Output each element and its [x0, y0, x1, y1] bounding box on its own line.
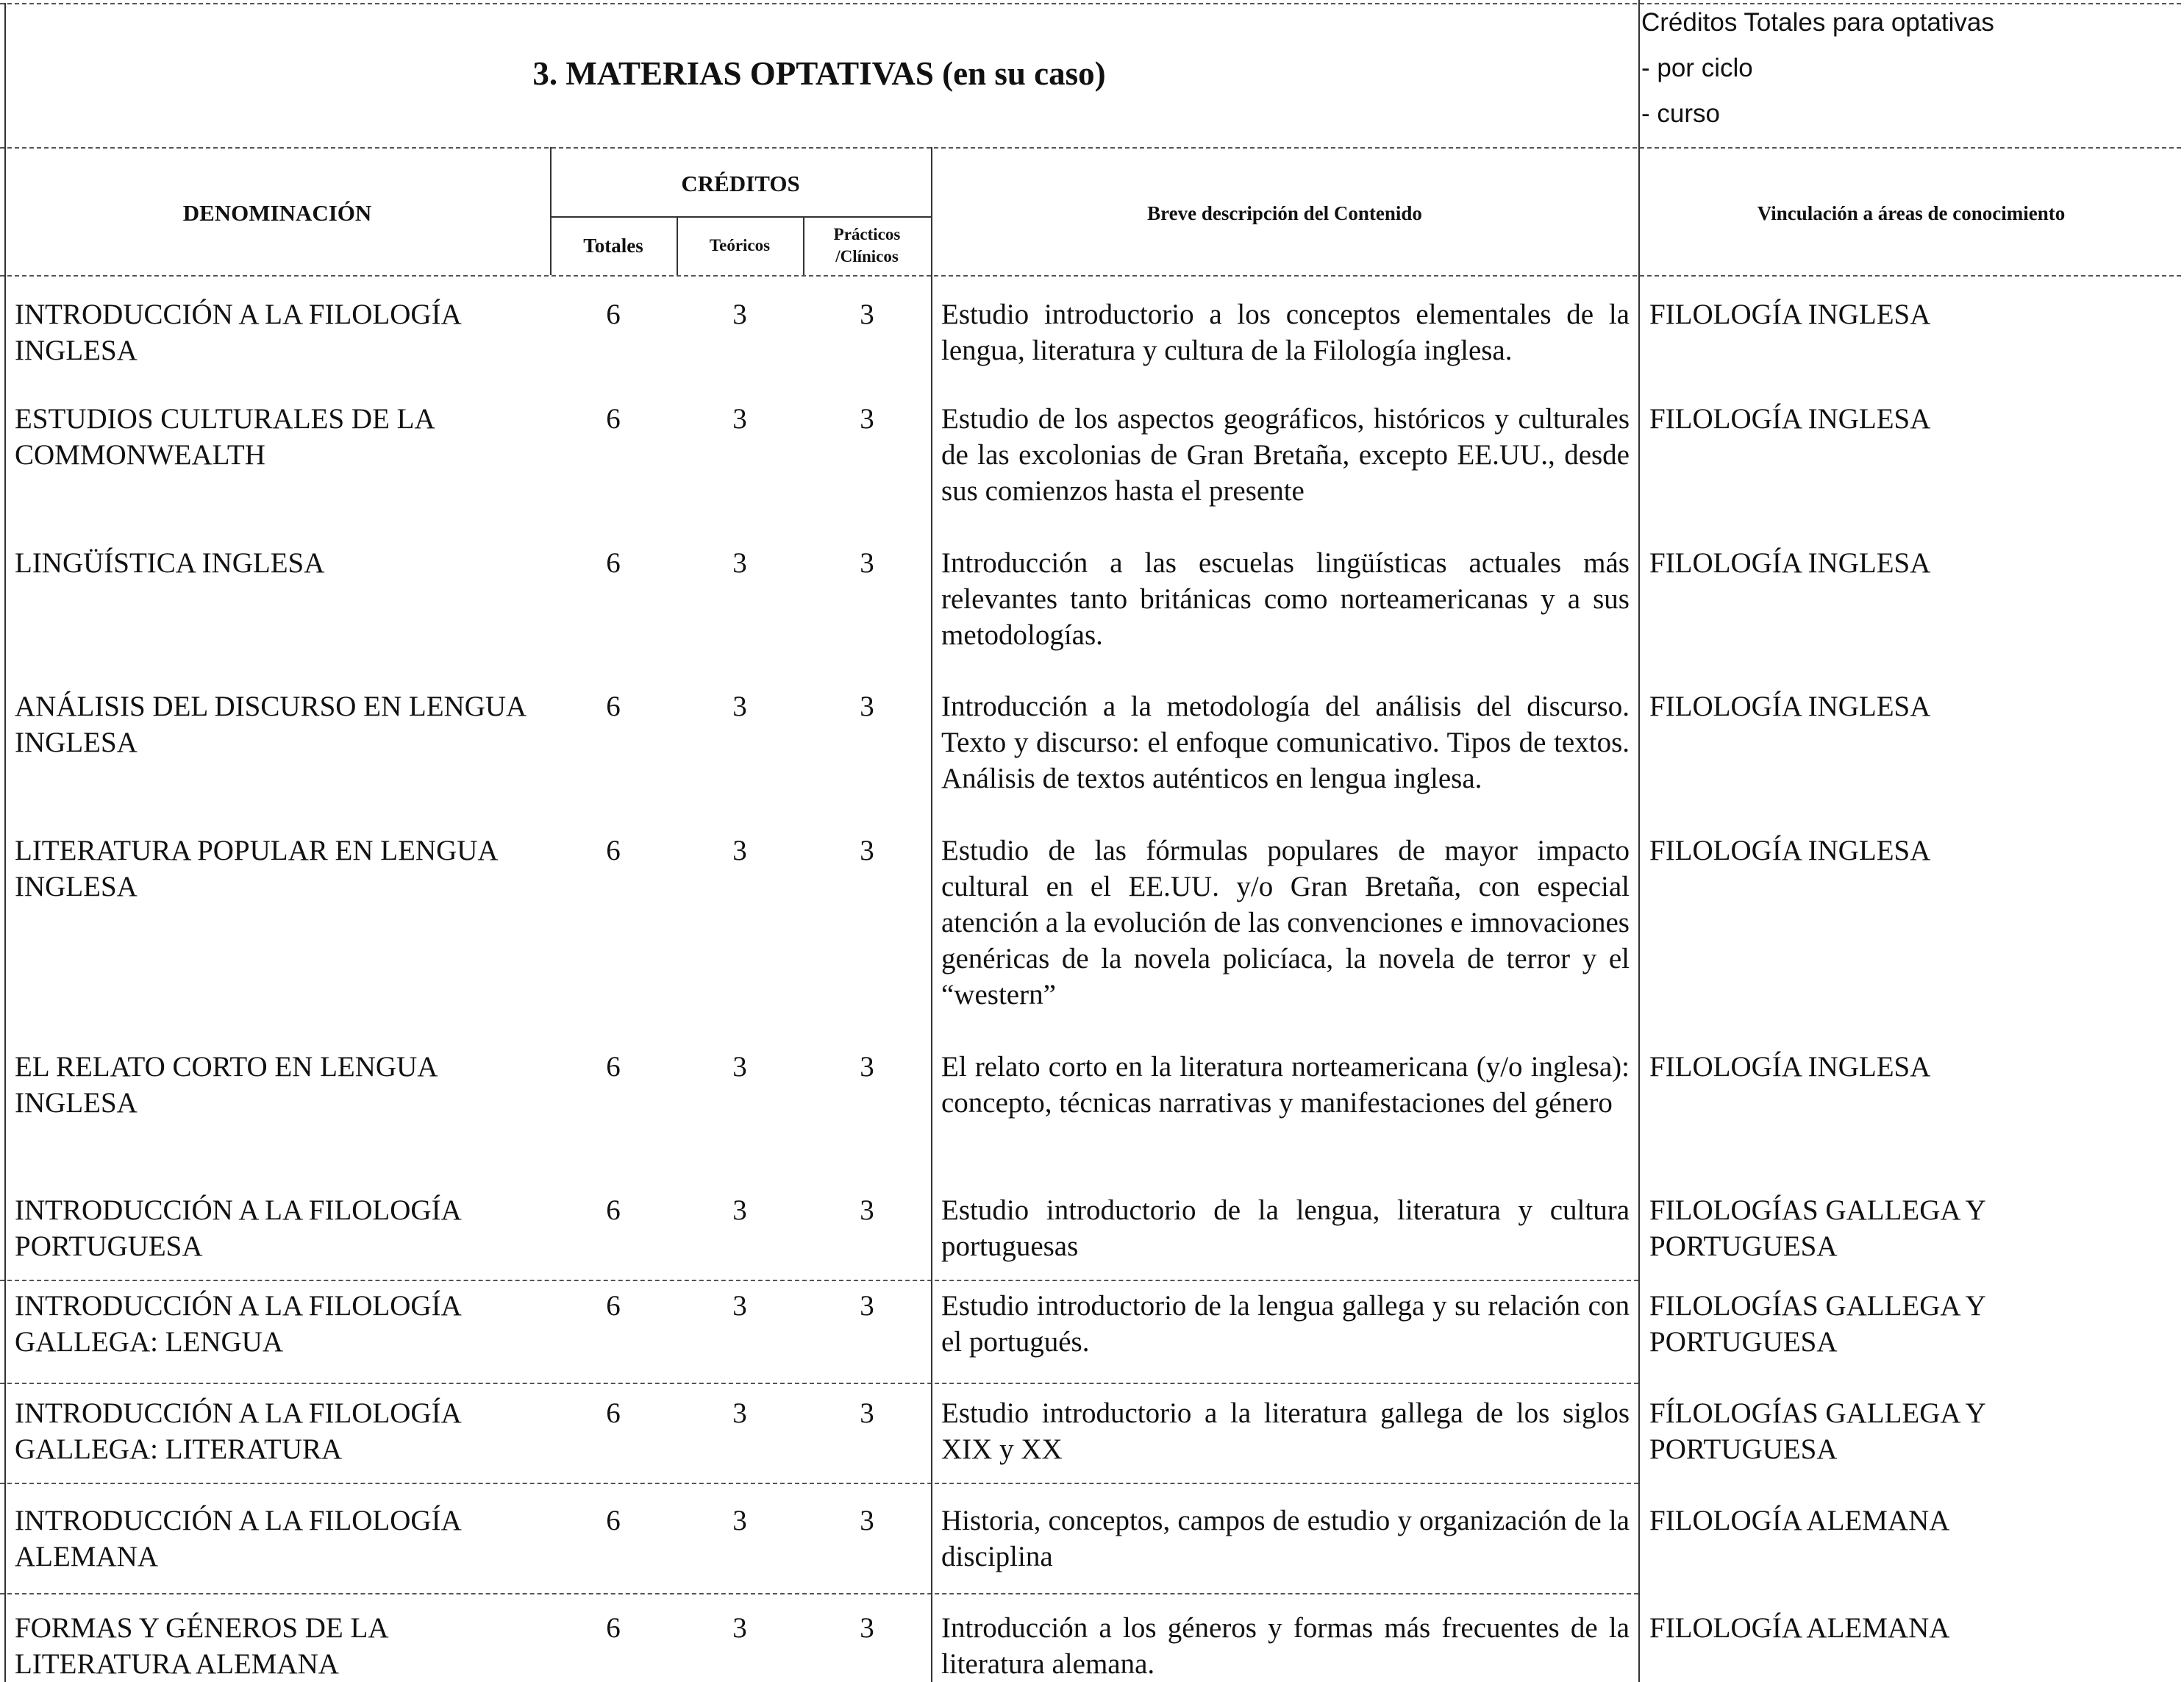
row-9-practicos: 3 — [860, 1397, 874, 1429]
row-5-denominacion: LITERATURA POPULAR EN LENGUA INGLESA — [15, 835, 497, 902]
row-3-denominacion: LINGÜÍSTICA INGLESA — [15, 547, 325, 579]
credits-por-ciclo: - por ciclo — [1641, 54, 1753, 82]
row-3-practicos: 3 — [860, 547, 874, 579]
row-2-practicos: 3 — [860, 403, 874, 435]
row-10-totales: 6 — [606, 1505, 621, 1536]
header-teoricos: Teóricos — [709, 236, 771, 254]
row-5-teoricos: 3 — [732, 835, 747, 866]
row-1-practicos: 3 — [860, 299, 874, 330]
row-3-teoricos: 3 — [732, 547, 747, 579]
row-1-teoricos: 3 — [732, 299, 747, 330]
row-7-totales: 6 — [606, 1194, 621, 1226]
section-title: 3. MATERIAS OPTATIVAS (en su caso) — [532, 55, 1106, 92]
row-5-area: FILOLOGÍA INGLESA — [1649, 835, 1931, 866]
row-8-denominacion: INTRODUCCIÓN A LA FILOLOGÍA GALLEGA: LENGUA — [15, 1290, 460, 1358]
row-7-descripcion: Estudio introductorio de la lengua, literatura y cultura portuguesas — [941, 1194, 1630, 1262]
row-divider — [0, 1593, 1638, 1594]
row-5-descripcion: Estudio de las fórmulas populares de mayor impacto cultural en el EE.UU. y/o Gran Bretaña, con especial atención a la evolución de las convenciones e imnovaciones genéricas de la novela policíaca, la novela de terror y el “western” — [941, 835, 1630, 1011]
row-9-denominacion: INTRODUCCIÓN A LA FILOLOGÍA GALLEGA: LITERATURA — [15, 1397, 460, 1465]
row-9-totales: 6 — [606, 1397, 621, 1429]
row-1-denominacion: INTRODUCCIÓN A LA FILOLOGÍA INGLESA — [15, 299, 460, 366]
row-7-practicos: 3 — [860, 1194, 874, 1226]
row-3-totales: 6 — [606, 547, 621, 579]
row-9-descripcion: Estudio introductorio a la literatura gallega de los siglos XIX y XX — [941, 1397, 1630, 1465]
row-6-area: FILOLOGÍA INGLESA — [1649, 1051, 1931, 1083]
table-header-divider — [0, 275, 2181, 277]
row-1-descripcion: Estudio introductorio a los conceptos elementales de la lengua, literatura y cultura de la Filología inglesa. — [941, 299, 1630, 366]
row-4-practicos: 3 — [860, 691, 874, 722]
row-7-area: FILOLOGÍAS GALLEGA Y PORTUGUESA — [1649, 1194, 1985, 1262]
row-10-descripcion: Historia, conceptos, campos de estudio y organización de la disciplina — [941, 1505, 1630, 1572]
row-4-denominacion: ANÁLISIS DEL DISCURSO EN LENGUA INGLESA — [15, 691, 526, 758]
row-divider — [0, 1280, 1638, 1281]
header-vinculacion: Vinculación a áreas de conocimiento — [1757, 202, 2066, 224]
row-11-area: FILOLOGÍA ALEMANA — [1649, 1612, 1950, 1644]
row-3-area: FILOLOGÍA INGLESA — [1649, 547, 1931, 579]
row-7-denominacion: INTRODUCCIÓN A LA FILOLOGÍA PORTUGUESA — [15, 1194, 460, 1262]
header-descripcion: Breve descripción del Contenido — [1147, 202, 1422, 224]
row-2-teoricos: 3 — [732, 403, 747, 435]
header-creditos: CRÉDITOS — [681, 171, 800, 196]
row-5-practicos: 3 — [860, 835, 874, 866]
row-2-denominacion: ESTUDIOS CULTURALES DE LA COMMONWEALTH — [15, 403, 434, 471]
row-11-descripcion: Introducción a los géneros y formas más frecuentes de la literatura alemana. — [941, 1612, 1630, 1680]
row-9-area: FÍLOLOGÍAS GALLEGA Y PORTUGUESA — [1649, 1397, 1985, 1465]
row-2-descripcion: Estudio de los aspectos geográficos, históricos y culturales de las excolonias de Gran Bretaña, excepto EE.UU., desde sus comienzos hasta el presente — [941, 403, 1630, 507]
row-1-totales: 6 — [606, 299, 621, 330]
row-4-area: FILOLOGÍA INGLESA — [1649, 691, 1931, 722]
row-11-teoricos: 3 — [732, 1612, 747, 1644]
row-1-area: FILOLOGÍA INGLESA — [1649, 299, 1931, 330]
row-11-practicos: 3 — [860, 1612, 874, 1644]
row-8-teoricos: 3 — [732, 1290, 747, 1322]
row-10-denominacion: INTRODUCCIÓN A LA FILOLOGÍA ALEMANA — [15, 1505, 460, 1572]
row-10-teoricos: 3 — [732, 1505, 747, 1536]
row-7-teoricos: 3 — [732, 1194, 747, 1226]
row-8-area: FILOLOGÍAS GALLEGA Y PORTUGUESA — [1649, 1290, 1985, 1358]
header-denominacion: DENOMINACIÓN — [182, 200, 372, 226]
header-totales: Totales — [583, 234, 643, 257]
row-6-denominacion: EL RELATO CORTO EN LENGUA INGLESA — [15, 1051, 437, 1119]
row-4-descripcion: Introducción a la metodología del análisis del discurso. Texto y discurso: el enfoque comunicativo. Tipos de textos. Análisis de textos auténticos en lengua inglesa. — [941, 691, 1630, 794]
row-6-practicos: 3 — [860, 1051, 874, 1083]
description-col-border — [931, 275, 932, 1682]
credits-totals-box — [1641, 0, 2178, 137]
section-header-divider — [0, 147, 2181, 149]
row-10-practicos: 3 — [860, 1505, 874, 1536]
row-8-totales: 6 — [606, 1290, 621, 1322]
header-practicos: Prácticos /Clínicos — [833, 225, 901, 266]
row-8-practicos: 3 — [860, 1290, 874, 1322]
row-4-teoricos: 3 — [732, 691, 747, 722]
row-4-totales: 6 — [606, 691, 621, 722]
row-divider — [0, 1483, 1638, 1484]
credits-totals-title: Créditos Totales para optativas — [1641, 8, 1994, 37]
row-11-denominacion: FORMAS Y GÉNEROS DE LA LITERATURA ALEMANA — [15, 1612, 388, 1680]
row-5-totales: 6 — [606, 835, 621, 866]
credits-curso: - curso — [1641, 99, 1720, 128]
row-2-totales: 6 — [606, 403, 621, 435]
row-8-descripcion: Estudio introductorio de la lengua gallega y su relación con el portugués. — [941, 1290, 1630, 1358]
row-3-descripcion: Introducción a las escuelas lingüísticas actuales más relevantes tanto británicas como norteamericanas y a sus metodologías. — [941, 547, 1630, 651]
row-6-descripcion: El relato corto en la literatura norteamericana (y/o inglesa): concepto, técnicas narrativas y manifestaciones del género — [941, 1051, 1630, 1119]
row-11-totales: 6 — [606, 1612, 621, 1644]
row-2-area: FILOLOGÍA INGLESA — [1649, 403, 1931, 435]
row-9-teoricos: 3 — [732, 1397, 747, 1429]
row-6-totales: 6 — [606, 1051, 621, 1083]
row-10-area: FILOLOGÍA ALEMANA — [1649, 1505, 1950, 1536]
row-6-teoricos: 3 — [732, 1051, 747, 1083]
row-divider — [0, 1383, 1638, 1384]
